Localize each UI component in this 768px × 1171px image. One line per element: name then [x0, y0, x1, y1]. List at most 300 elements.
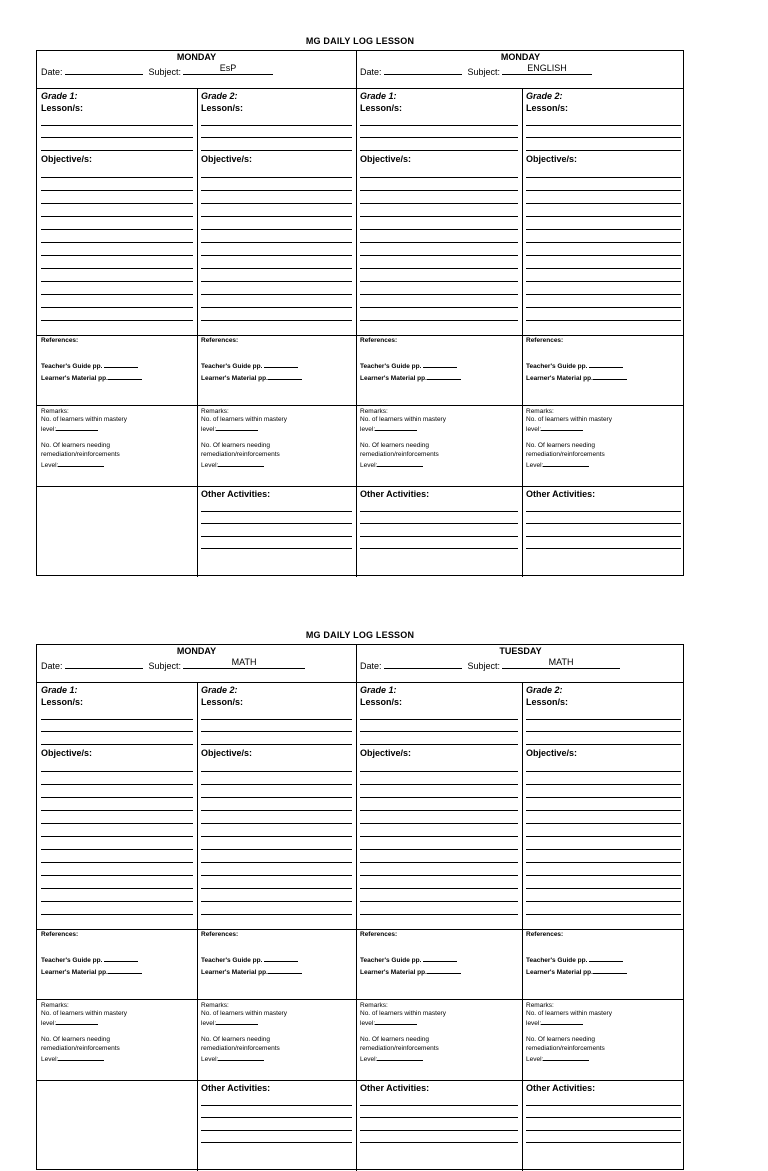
teachers-guide-field[interactable] — [104, 361, 138, 368]
objective-entry-line[interactable] — [41, 914, 193, 915]
objective-entry-line[interactable] — [201, 320, 352, 321]
needing-level-label: Level: — [41, 462, 59, 469]
mastery-level-line — [41, 1018, 98, 1028]
objective-entry-line[interactable] — [526, 771, 681, 772]
grade-name: Grade 1 — [360, 685, 394, 695]
divider — [356, 930, 357, 999]
date-field[interactable] — [65, 65, 143, 75]
activity-entry-line[interactable] — [526, 536, 681, 537]
mastery-level-line — [201, 424, 258, 434]
lesson-entry-line[interactable] — [201, 137, 352, 138]
objective-entry-line[interactable] — [41, 901, 193, 902]
objective-entry-line[interactable] — [201, 242, 352, 243]
objective-entry-line[interactable] — [360, 229, 518, 230]
needing-level-label: Level: — [41, 1056, 59, 1063]
grade-colon: : — [234, 91, 238, 101]
date-subject-fields — [41, 659, 305, 671]
other-activities-label: Other Activities: — [360, 1083, 430, 1093]
lessons-label: Lesson/s: — [201, 103, 244, 113]
divider — [197, 1000, 198, 1080]
objective-entry-line[interactable] — [360, 862, 518, 863]
teachers-guide-field[interactable] — [264, 361, 298, 368]
subject-value: ENGLISH — [527, 63, 567, 73]
needing-level-field[interactable] — [58, 1054, 104, 1061]
objective-entry-line[interactable] — [360, 810, 518, 811]
objective-entry-line[interactable] — [41, 875, 193, 876]
objective-entry-line[interactable] — [360, 281, 518, 282]
divider — [522, 1000, 523, 1080]
mastery-text: No. of learners within mastery — [360, 416, 446, 423]
learners-material-field[interactable] — [593, 967, 627, 974]
remarks-cell — [197, 406, 356, 486]
needing-text: No. Of learners needing — [526, 442, 596, 449]
lessons-label: Lesson/s: — [360, 103, 403, 113]
objective-entry-line[interactable] — [201, 203, 352, 204]
lesson-entry-line[interactable] — [201, 150, 352, 151]
objective-entry-line[interactable] — [201, 216, 352, 217]
activity-entry-line[interactable] — [201, 523, 352, 524]
page-title: MG DAILY LOG LESSON — [305, 630, 415, 640]
activity-entry-line[interactable] — [360, 1117, 518, 1118]
activity-entry-line[interactable] — [360, 548, 518, 549]
grade-colon: : — [559, 91, 563, 101]
lessons-row — [37, 89, 683, 336]
divider — [197, 930, 198, 999]
objective-entry-line[interactable] — [360, 294, 518, 295]
objectives-label: Objective/s: — [526, 748, 578, 758]
objective-entry-line[interactable] — [526, 203, 681, 204]
objective-entry-line[interactable] — [201, 888, 352, 889]
activity-entry-line[interactable] — [201, 1130, 352, 1131]
date-label: Date: — [360, 67, 382, 77]
references-label: References: — [360, 931, 398, 938]
needing-level-field[interactable] — [377, 1054, 423, 1061]
remarks-cell — [197, 1000, 356, 1080]
learners-material-line — [201, 373, 302, 383]
mastery-text: No. of learners within mastery — [526, 416, 612, 423]
lesson-entry-line[interactable] — [201, 731, 352, 732]
teachers-guide-label: Teacher's Guide pp. — [360, 363, 422, 370]
needing-text: No. Of learners needing — [41, 1036, 111, 1043]
other-activities-label: Other Activities: — [526, 489, 596, 499]
activity-entry-line[interactable] — [360, 536, 518, 537]
divider — [197, 89, 198, 335]
grade-label — [41, 685, 78, 695]
objective-entry-line[interactable] — [41, 849, 193, 850]
teachers-guide-field[interactable] — [423, 955, 457, 962]
teachers-guide-field[interactable] — [264, 955, 298, 962]
divider — [197, 336, 198, 405]
needing-level-field[interactable] — [543, 1054, 589, 1061]
grade-colon: : — [393, 685, 397, 695]
mastery-level-line — [526, 1018, 583, 1028]
needing-level-field[interactable] — [543, 460, 589, 467]
objective-entry-line[interactable] — [360, 888, 518, 889]
divider — [522, 930, 523, 999]
other-cell — [197, 487, 356, 577]
objective-entry-line[interactable] — [201, 268, 352, 269]
activity-entry-line[interactable] — [201, 1105, 352, 1106]
references-cell — [37, 336, 197, 405]
lessons-cell — [37, 89, 197, 335]
date-subject-fields — [41, 65, 273, 77]
remarks-row — [37, 1000, 683, 1081]
learners-material-field[interactable] — [268, 373, 302, 380]
mastery-level-line — [201, 1018, 258, 1028]
date-label: Date: — [360, 661, 382, 671]
needing-level-field[interactable] — [58, 460, 104, 467]
divider — [356, 406, 357, 486]
objective-entry-line[interactable] — [201, 307, 352, 308]
needing-level-field[interactable] — [218, 460, 264, 467]
objective-entry-line[interactable] — [360, 849, 518, 850]
teachers-guide-label: Teacher's Guide pp. — [201, 957, 263, 964]
activity-entry-line[interactable] — [526, 1105, 681, 1106]
learners-material-label: Learner's Material pp. — [526, 969, 593, 976]
divider — [356, 683, 357, 929]
objective-entry-line[interactable] — [201, 849, 352, 850]
objective-entry-line[interactable] — [41, 823, 193, 824]
needing-level-field[interactable] — [377, 460, 423, 467]
subject-value: MATH — [548, 657, 574, 667]
lesson-entry-line[interactable] — [41, 137, 193, 138]
lesson-log-table — [36, 644, 684, 1170]
lessons-label: Lesson/s: — [526, 103, 569, 113]
divider — [197, 1081, 198, 1171]
references-cell — [37, 930, 197, 999]
objective-entry-line[interactable] — [41, 190, 193, 191]
objective-entry-line[interactable] — [41, 177, 193, 178]
activity-entry-line[interactable] — [526, 511, 681, 512]
objectives-label: Objective/s: — [201, 748, 253, 758]
activity-entry-line[interactable] — [526, 1130, 681, 1131]
teachers-guide-label: Teacher's Guide pp. — [526, 363, 588, 370]
objective-entry-line[interactable] — [360, 784, 518, 785]
objective-entry-line[interactable] — [41, 255, 193, 256]
objective-entry-line[interactable] — [526, 307, 681, 308]
grade-label — [526, 91, 563, 101]
objective-entry-line[interactable] — [201, 810, 352, 811]
objective-entry-line[interactable] — [526, 320, 681, 321]
objective-entry-line[interactable] — [41, 771, 193, 772]
other-activities-label: Other Activities: — [201, 489, 271, 499]
grade-label — [360, 91, 397, 101]
mastery-level-label: level: — [526, 1020, 542, 1027]
needing-level-label: Level: — [201, 1056, 219, 1063]
mastery-level-label: level: — [41, 426, 57, 433]
objective-entry-line[interactable] — [526, 810, 681, 811]
grade-label — [201, 91, 238, 101]
objective-entry-line[interactable] — [360, 836, 518, 837]
lessons-cell — [522, 89, 685, 335]
objective-entry-line[interactable] — [526, 177, 681, 178]
lesson-entry-line[interactable] — [526, 150, 681, 151]
lesson-entry-line[interactable] — [360, 744, 518, 745]
grade-name: Grade 2 — [201, 91, 235, 101]
other-activities-label: Other Activities: — [201, 1083, 271, 1093]
lesson-entry-line[interactable] — [526, 719, 681, 720]
learners-material-label: Learner's Material pp. — [201, 969, 268, 976]
objective-entry-line[interactable] — [360, 797, 518, 798]
learners-material-field[interactable] — [427, 967, 461, 974]
objective-entry-line[interactable] — [526, 914, 681, 915]
objective-entry-line[interactable] — [526, 294, 681, 295]
objective-entry-line[interactable] — [201, 836, 352, 837]
mastery-level-line — [41, 424, 98, 434]
lesson-entry-line[interactable] — [201, 719, 352, 720]
teachers-guide-label: Teacher's Guide pp. — [41, 957, 103, 964]
objective-entry-line[interactable] — [360, 216, 518, 217]
mastery-level-field[interactable] — [216, 424, 258, 431]
lesson-entry-line[interactable] — [360, 719, 518, 720]
needing-level-line — [41, 1054, 104, 1064]
grade-name: Grade 1 — [41, 685, 75, 695]
objective-entry-line[interactable] — [201, 797, 352, 798]
objective-entry-line[interactable] — [201, 229, 352, 230]
other-activities-label: Other Activities: — [360, 489, 430, 499]
objective-entry-line[interactable] — [360, 320, 518, 321]
objective-entry-line[interactable] — [526, 281, 681, 282]
needing-level-label: Level: — [526, 462, 544, 469]
teachers-guide-field[interactable] — [589, 955, 623, 962]
date-subject-fields — [360, 659, 620, 671]
lesson-entry-line[interactable] — [41, 731, 193, 732]
activity-entry-line[interactable] — [201, 511, 352, 512]
needing-level-label: Level: — [360, 1056, 378, 1063]
date-field[interactable] — [65, 659, 143, 669]
subject-field[interactable] — [502, 65, 592, 75]
objective-entry-line[interactable] — [201, 177, 352, 178]
references-label: References: — [41, 931, 79, 938]
lesson-entry-line[interactable] — [526, 731, 681, 732]
teachers-guide-field[interactable] — [589, 361, 623, 368]
objective-entry-line[interactable] — [360, 771, 518, 772]
objective-entry-line[interactable] — [201, 190, 352, 191]
activity-entry-line[interactable] — [201, 1142, 352, 1143]
activity-entry-line[interactable] — [360, 1105, 518, 1106]
lesson-entry-line[interactable] — [41, 744, 193, 745]
lesson-entry-line[interactable] — [360, 137, 518, 138]
objective-entry-line[interactable] — [41, 836, 193, 837]
objective-entry-line[interactable] — [360, 190, 518, 191]
references-label: References: — [360, 337, 398, 344]
lesson-entry-line[interactable] — [41, 150, 193, 151]
objective-entry-line[interactable] — [41, 242, 193, 243]
mastery-level-line — [526, 424, 583, 434]
needing-text: remediation/reinforcements — [360, 451, 439, 458]
lesson-entry-line[interactable] — [360, 125, 518, 126]
objective-entry-line[interactable] — [41, 203, 193, 204]
lesson-entry-line[interactable] — [526, 744, 681, 745]
teachers-guide-field[interactable] — [104, 955, 138, 962]
objective-entry-line[interactable] — [41, 268, 193, 269]
objective-entry-line[interactable] — [201, 281, 352, 282]
objectives-label: Objective/s: — [41, 154, 93, 164]
activity-entry-line[interactable] — [526, 1142, 681, 1143]
objective-entry-line[interactable] — [360, 307, 518, 308]
objective-entry-line[interactable] — [526, 901, 681, 902]
references-row — [37, 930, 683, 1000]
subject-label: Subject: — [467, 67, 501, 77]
objective-entry-line[interactable] — [526, 797, 681, 798]
objective-entry-line[interactable] — [526, 268, 681, 269]
subject-field[interactable] — [183, 659, 305, 669]
lesson-entry-line[interactable] — [41, 125, 193, 126]
objectives-label: Objective/s: — [360, 748, 412, 758]
day-heading: MONDAY — [176, 52, 217, 62]
learners-material-label: Learner's Material pp. — [201, 375, 268, 382]
learners-material-field[interactable] — [108, 967, 142, 974]
activity-entry-line[interactable] — [360, 523, 518, 524]
objective-entry-line[interactable] — [360, 823, 518, 824]
lesson-entry-line[interactable] — [526, 125, 681, 126]
other-cell — [522, 487, 685, 577]
activity-entry-line[interactable] — [201, 548, 352, 549]
remarks-cell — [522, 1000, 685, 1080]
objective-entry-line[interactable] — [526, 862, 681, 863]
date-field[interactable] — [384, 65, 462, 75]
learners-material-line — [41, 967, 142, 977]
subject-field[interactable] — [502, 659, 620, 669]
objective-entry-line[interactable] — [201, 914, 352, 915]
divider — [356, 645, 357, 682]
header-left — [37, 51, 356, 88]
objective-entry-line[interactable] — [41, 810, 193, 811]
needing-level-field[interactable] — [218, 1054, 264, 1061]
objective-entry-line[interactable] — [201, 862, 352, 863]
lesson-entry-line[interactable] — [201, 744, 352, 745]
objective-entry-line[interactable] — [526, 229, 681, 230]
activity-entry-line[interactable] — [526, 1117, 681, 1118]
other-cell — [197, 1081, 356, 1171]
mastery-level-field[interactable] — [56, 424, 98, 431]
lesson-log-table — [36, 50, 684, 576]
objective-entry-line[interactable] — [526, 242, 681, 243]
learners-material-field[interactable] — [268, 967, 302, 974]
objective-entry-line[interactable] — [201, 294, 352, 295]
learners-material-field[interactable] — [108, 373, 142, 380]
objective-entry-line[interactable] — [526, 255, 681, 256]
objective-entry-line[interactable] — [526, 784, 681, 785]
objective-entry-line[interactable] — [526, 888, 681, 889]
objective-entry-line[interactable] — [526, 849, 681, 850]
objective-entry-line[interactable] — [201, 875, 352, 876]
objective-entry-line[interactable] — [41, 294, 193, 295]
needing-text: remediation/reinforcements — [41, 1045, 120, 1052]
date-field[interactable] — [384, 659, 462, 669]
lessons-cell — [197, 683, 356, 929]
activity-entry-line[interactable] — [360, 1142, 518, 1143]
lesson-entry-line[interactable] — [360, 150, 518, 151]
objective-entry-line[interactable] — [41, 216, 193, 217]
needing-level-line — [201, 460, 264, 470]
lessons-label: Lesson/s: — [201, 697, 244, 707]
mastery-level-field[interactable] — [375, 424, 417, 431]
objective-entry-line[interactable] — [360, 875, 518, 876]
objective-entry-line[interactable] — [360, 242, 518, 243]
objective-entry-line[interactable] — [201, 255, 352, 256]
objective-entry-line[interactable] — [41, 797, 193, 798]
objective-entry-line[interactable] — [360, 268, 518, 269]
objective-entry-line[interactable] — [526, 190, 681, 191]
mastery-level-field[interactable] — [541, 424, 583, 431]
objective-entry-line[interactable] — [41, 784, 193, 785]
activity-entry-line[interactable] — [360, 511, 518, 512]
divider — [356, 487, 357, 577]
objective-entry-line[interactable] — [201, 771, 352, 772]
remarks-label: Remarks: — [201, 408, 229, 415]
lessons-label: Lesson/s: — [360, 697, 403, 707]
objective-entry-line[interactable] — [360, 914, 518, 915]
objective-entry-line[interactable] — [41, 307, 193, 308]
learners-material-field[interactable] — [427, 373, 461, 380]
objective-entry-line[interactable] — [41, 229, 193, 230]
objective-entry-line[interactable] — [360, 177, 518, 178]
divider — [522, 336, 523, 405]
objective-entry-line[interactable] — [526, 875, 681, 876]
objective-entry-line[interactable] — [201, 823, 352, 824]
references-cell — [356, 336, 522, 405]
objective-entry-line[interactable] — [526, 836, 681, 837]
teachers-guide-line — [360, 361, 457, 371]
objective-entry-line[interactable] — [360, 255, 518, 256]
references-label: References: — [526, 337, 564, 344]
activity-entry-line[interactable] — [360, 1130, 518, 1131]
needing-text: No. Of learners needing — [360, 442, 430, 449]
remarks-label: Remarks: — [201, 1002, 229, 1009]
objective-entry-line[interactable] — [526, 216, 681, 217]
subject-value: EsP — [219, 63, 237, 73]
objective-entry-line[interactable] — [526, 823, 681, 824]
date-subject-fields — [360, 65, 592, 77]
teachers-guide-line — [526, 955, 623, 965]
grade-colon: : — [393, 91, 397, 101]
lessons-label: Lesson/s: — [41, 697, 84, 707]
mastery-text: No. of learners within mastery — [360, 1010, 446, 1017]
objective-entry-line[interactable] — [41, 320, 193, 321]
lesson-entry-line[interactable] — [360, 731, 518, 732]
subject-label: Subject: — [467, 661, 501, 671]
day-heading: MONDAY — [176, 646, 217, 656]
header-right — [356, 645, 685, 682]
lesson-entry-line[interactable] — [201, 125, 352, 126]
mastery-level-line — [360, 424, 417, 434]
grade-name: Grade 1 — [360, 91, 394, 101]
mastery-text: No. of learners within mastery — [41, 1010, 127, 1017]
lesson-entry-line[interactable] — [526, 137, 681, 138]
subject-field[interactable] — [183, 65, 273, 75]
teachers-guide-field[interactable] — [423, 361, 457, 368]
learners-material-line — [526, 967, 627, 977]
objective-entry-line[interactable] — [201, 784, 352, 785]
objective-entry-line[interactable] — [41, 862, 193, 863]
learners-material-field[interactable] — [593, 373, 627, 380]
objective-entry-line[interactable] — [41, 281, 193, 282]
lesson-entry-line[interactable] — [41, 719, 193, 720]
activity-entry-line[interactable] — [526, 548, 681, 549]
activity-entry-line[interactable] — [201, 536, 352, 537]
divider — [356, 336, 357, 405]
objective-entry-line[interactable] — [201, 901, 352, 902]
activity-entry-line[interactable] — [526, 523, 681, 524]
mastery-level-label: level: — [360, 426, 376, 433]
activity-entry-line[interactable] — [201, 1117, 352, 1118]
page-title: MG DAILY LOG LESSON — [305, 36, 415, 46]
objective-entry-line[interactable] — [41, 888, 193, 889]
objective-entry-line[interactable] — [360, 901, 518, 902]
remarks-cell — [522, 406, 685, 486]
objective-entry-line[interactable] — [360, 203, 518, 204]
